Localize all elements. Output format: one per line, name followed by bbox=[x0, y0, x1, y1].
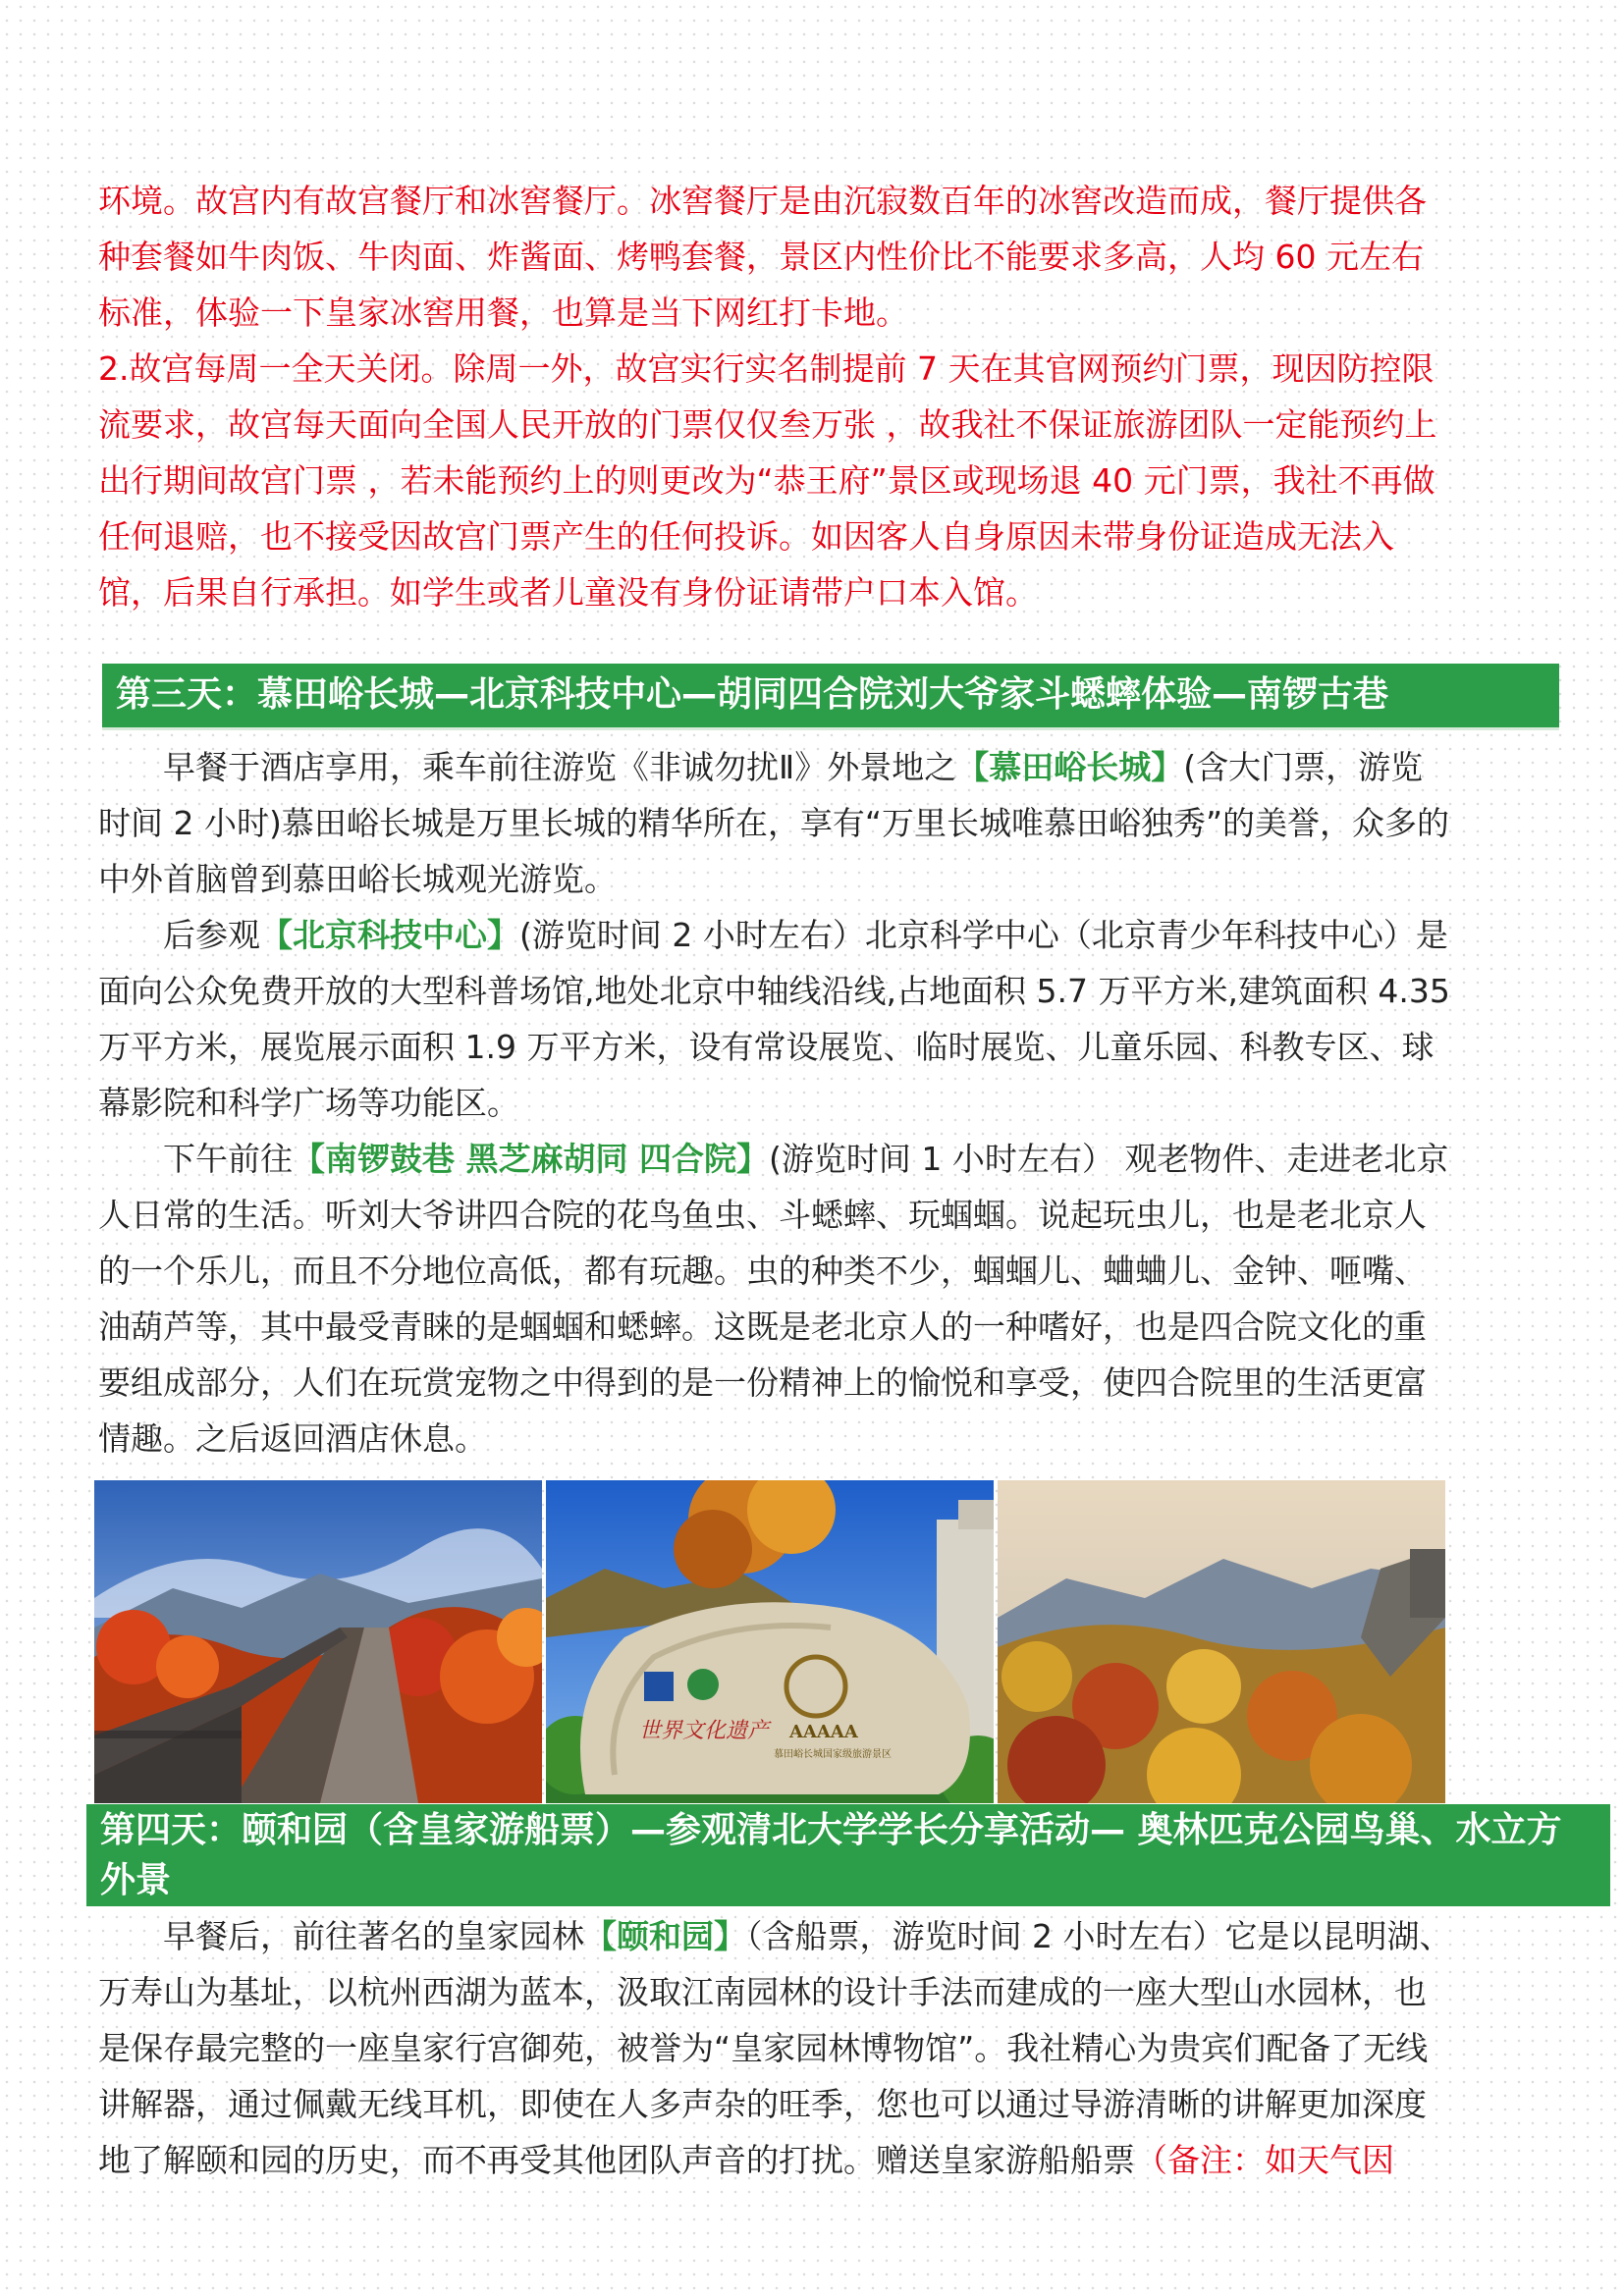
day4-remark-red: （备注：如天气因 bbox=[1135, 2141, 1394, 2179]
heritage-stone-photo bbox=[546, 1480, 994, 1803]
science-center-highlight: 【北京科技中心】 bbox=[260, 916, 519, 954]
mutianyu-highlight: 【慕田峪长城】 bbox=[956, 748, 1184, 786]
day3-title: 第三天：慕田峪长城—北京科技中心—胡同四合院刘大爷家斗蟋蟀体验—南锣古巷 bbox=[116, 674, 1389, 715]
notice-paragraph-1: 环境。故宫内有故宫餐厅和冰窖餐厅。冰窖餐厅是由沉寂数百年的冰窖改造而成，餐厅提供各种套餐如牛肉饭、牛肉面、炸酱面、烤鸭套餐，景区内性价比不能要求多高，人均 60 元左右标准，体验一下皇家冰窖用餐，也算是当下网红打卡地。 bbox=[98, 182, 1427, 332]
stone-heritage-text: 世界文化遗产 bbox=[639, 1719, 770, 1743]
autumn-hills-photo bbox=[998, 1480, 1445, 1803]
day4-header bbox=[86, 1804, 1610, 1906]
day3-paragraph-1: 早餐于酒店享用，乘车前往游览《非诚勿扰Ⅱ》外景地之【慕田峪长城】(含大门票，游览时间 2 小时)慕田峪长城是万里长城的精华所在，享有“万里长城唯慕田峪独秀”的美誉，众多的中外首脑曾到慕田峪长城观光游览。 bbox=[98, 748, 1450, 898]
day4-body bbox=[98, 1908, 1455, 2188]
stone-rating-text: AAAAA bbox=[789, 1722, 858, 1742]
day4-paragraph-1: 早餐后，前往著名的皇家园林【颐和园】（含船票，游览时间 2 小时左右）它是以昆明湖、万寿山为基址，以杭州西湖为蓝本，汲取江南园林的设计手法而建成的一座大型山水园林，也是保存最完整的一座皇家行宫御苑，被誉为“皇家园林博物馆”。我社精心为贵宾们配备了无线讲解器，通过佩戴无线耳机，即使在人多声杂的旺季，您也可以通过导游清晰的讲解更加深度地了解颐和园的历史，而不再受其他团队声音的打扰。赠送皇家游船船票（备注：如天气因 bbox=[98, 1917, 1452, 2179]
day4-title: 第四天：颐和园（含皇家游船票）—参观清北大学学长分享活动— 奥林匹克公园鸟巢、水立方外景 bbox=[100, 1810, 1562, 1900]
day3-header bbox=[102, 664, 1559, 730]
summer-palace-highlight: 【颐和园】 bbox=[584, 1917, 746, 1955]
day3-body bbox=[98, 739, 1455, 1467]
great-wall-autumn-photo bbox=[94, 1480, 542, 1803]
nanluoguxiang-highlight: 【南锣鼓巷 黑芝麻胡同 四合院】 bbox=[293, 1140, 769, 1178]
notice-block bbox=[98, 173, 1455, 620]
stone-subtitle-text: 慕田峪长城国家级旅游景区 bbox=[774, 1749, 892, 1760]
notice-paragraph-2: 2.故宫每周一全天关闭。除周一外，故宫实行实名制提前 7 天在其官网预约门票，现因防控限流要求，故宫每天面向全国人民开放的门票仅仅叁万张 ，故我社不保证旅游团队一定能预约上出行期间故宫门票 ，若未能预约上的则更改为“恭王府”景区或现场退 40 元门票，我社不再做任何退赔，也不接受因故宫门票产生的任何投诉。如因客人自身原因未带身份证造成无法入馆，后果自行承担。如学生或者儿童没有身份证请带户口本入馆。 bbox=[98, 349, 1437, 612]
day3-paragraph-2: 后参观【北京科技中心】(游览时间 2 小时左右）北京科学中心（北京青少年科技中心）是面向公众免费开放的大型科普场馆,地处北京中轴线沿线,占地面积 5.7 万平方米,建筑面积 4.35 万平方米，展览展示面积 1.9 万平方米，设有常设展览、临时展览、儿童乐园、科教专区、球幕影院和科学广场等功能区。 bbox=[98, 916, 1450, 1122]
day3-paragraph-3: 下午前往【南锣鼓巷 黑芝麻胡同 四合院】(游览时间 1 小时左右） 观老物件、走进老北京人日常的生活。听刘大爷讲四合院的花鸟鱼虫、斗蟋蟀、玩蝈蝈。说起玩虫儿，也是老北京人的一个乐儿，而且不分地位高低，都有玩趣。虫的种类不少，蝈蝈儿、蛐蛐儿、金钟、咂嘴、油葫芦等，其中最受青睐的是蝈蝈和蟋蟀。这既是老北京人的一种嗜好，也是四合院文化的重要组成部分，人们在玩赏宠物之中得到的是一份精神上的愉悦和享受，使四合院里的生活更富情趣。之后返回酒店休息。 bbox=[98, 1140, 1449, 1458]
